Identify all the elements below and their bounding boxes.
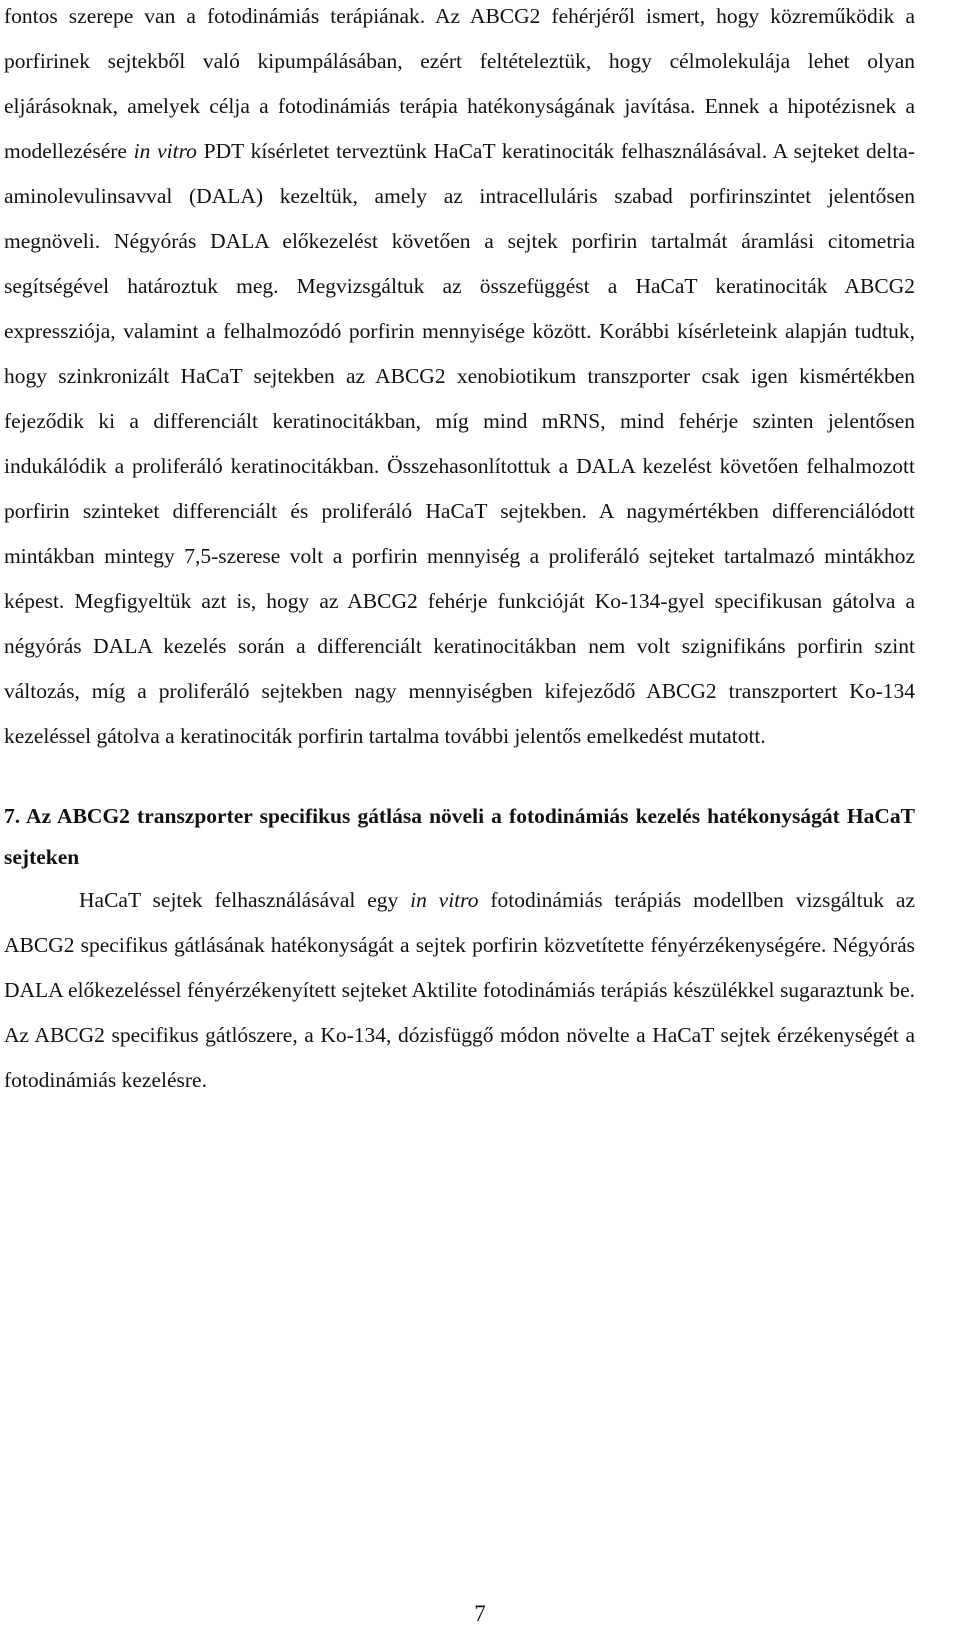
section-heading: 7. Az ABCG2 transzporter specifikus gátlása növeli a fotodinámiás kezelés hatékonyságát HaCaT sejteken — [4, 804, 915, 869]
paragraph-1-text-a: fontos szerepe van a fotodinámiás terápiának. Az ABCG2 fehérjéről ismert, hogy közreműködik a porfirinek sejtekből való kipumpálásában, ezért feltételeztük, hogy célmolekulája lehet olyan eljárásoknak, amelyek célja a fotodinámiás terápia hatékonyságának javítása. Ennek a hipotézisnek a modellezésére — [4, 4, 915, 163]
paragraph-2-text-a: HaCaT sejtek felhasználásával egy — [79, 888, 411, 912]
paragraph-1-text-b: PDT kísérletet terveztünk HaCaT keratinociták felhasználásával. A sejteket delta-aminolevulinsavval (DALA) kezeltük, amely az intracelluláris szabad porfirinszintet jelentősen megnöveli. Négyórás DALA előkezelést követően a sejtek porfirin tartalmát áramlási citometria segítségével határoztuk meg. Megvizsgáltuk az összefüggést a HaCaT keratinociták ABCG2 expressziója, valamint a felhalmozódó porfirin mennyisége között. Korábbi kísérleteink alapján tudtuk, hogy szinkronizált HaCaT sejtekben az ABCG2 xenobiotikum transzporter csak igen kismértékben fejeződik ki a differenciált keratinocitákban, míg mind mRNS, mind fehérje szinten jelentősen indukálódik a proliferáló keratinocitákban. Összehasonlítottuk a DALA kezelést követően felhalmozott porfirin szinteket differenciált és proliferáló HaCaT sejtekben. A nagymértékben differenciálódott mintákban mintegy 7,5-szerese volt a porfirin mennyiség a proliferáló sejteket tartalmazó mintákhoz képest. Megfigyeltük azt is, hogy az ABCG2 fehérje funkcióját Ko-134-gyel specifikusan gátolva a négyórás DALA kezelés során a differenciált keratinocitákban nem volt szignifikáns porfirin szint változás, míg a proliferáló sejtekben nagy mennyiségben kifejeződő ABCG2 transzportert Ko-134 kezeléssel gátolva a keratinociták porfirin tartalma további jelentős emelkedést mutatott. — [4, 139, 915, 748]
body-paragraph-1 — [4, 0, 915, 759]
page-number: 7 — [474, 1601, 486, 1626]
paragraph-2-text-b: fotodinámiás terápiás modellben vizsgáltuk az ABCG2 specifikus gátlásának hatékonyságát a sejtek porfirin közvetítette fényérzékenységére. Négyórás DALA előkezeléssel fényérzékenyített sejteket Aktilite fotodinámiás terápiás készülékkel sugaraztunk be. Az ABCG2 specifikus gátlószere, a Ko-134, dózisfüggő módon növelte a HaCaT sejtek érzékenységét a fotodinámiás kezelésre. — [4, 888, 915, 1092]
body-paragraph-2 — [4, 878, 915, 1103]
paragraph-2-italic-term: in vitro — [410, 888, 479, 912]
document-page — [4, 0, 915, 1103]
paragraph-1-italic-term: in vitro — [133, 139, 197, 163]
